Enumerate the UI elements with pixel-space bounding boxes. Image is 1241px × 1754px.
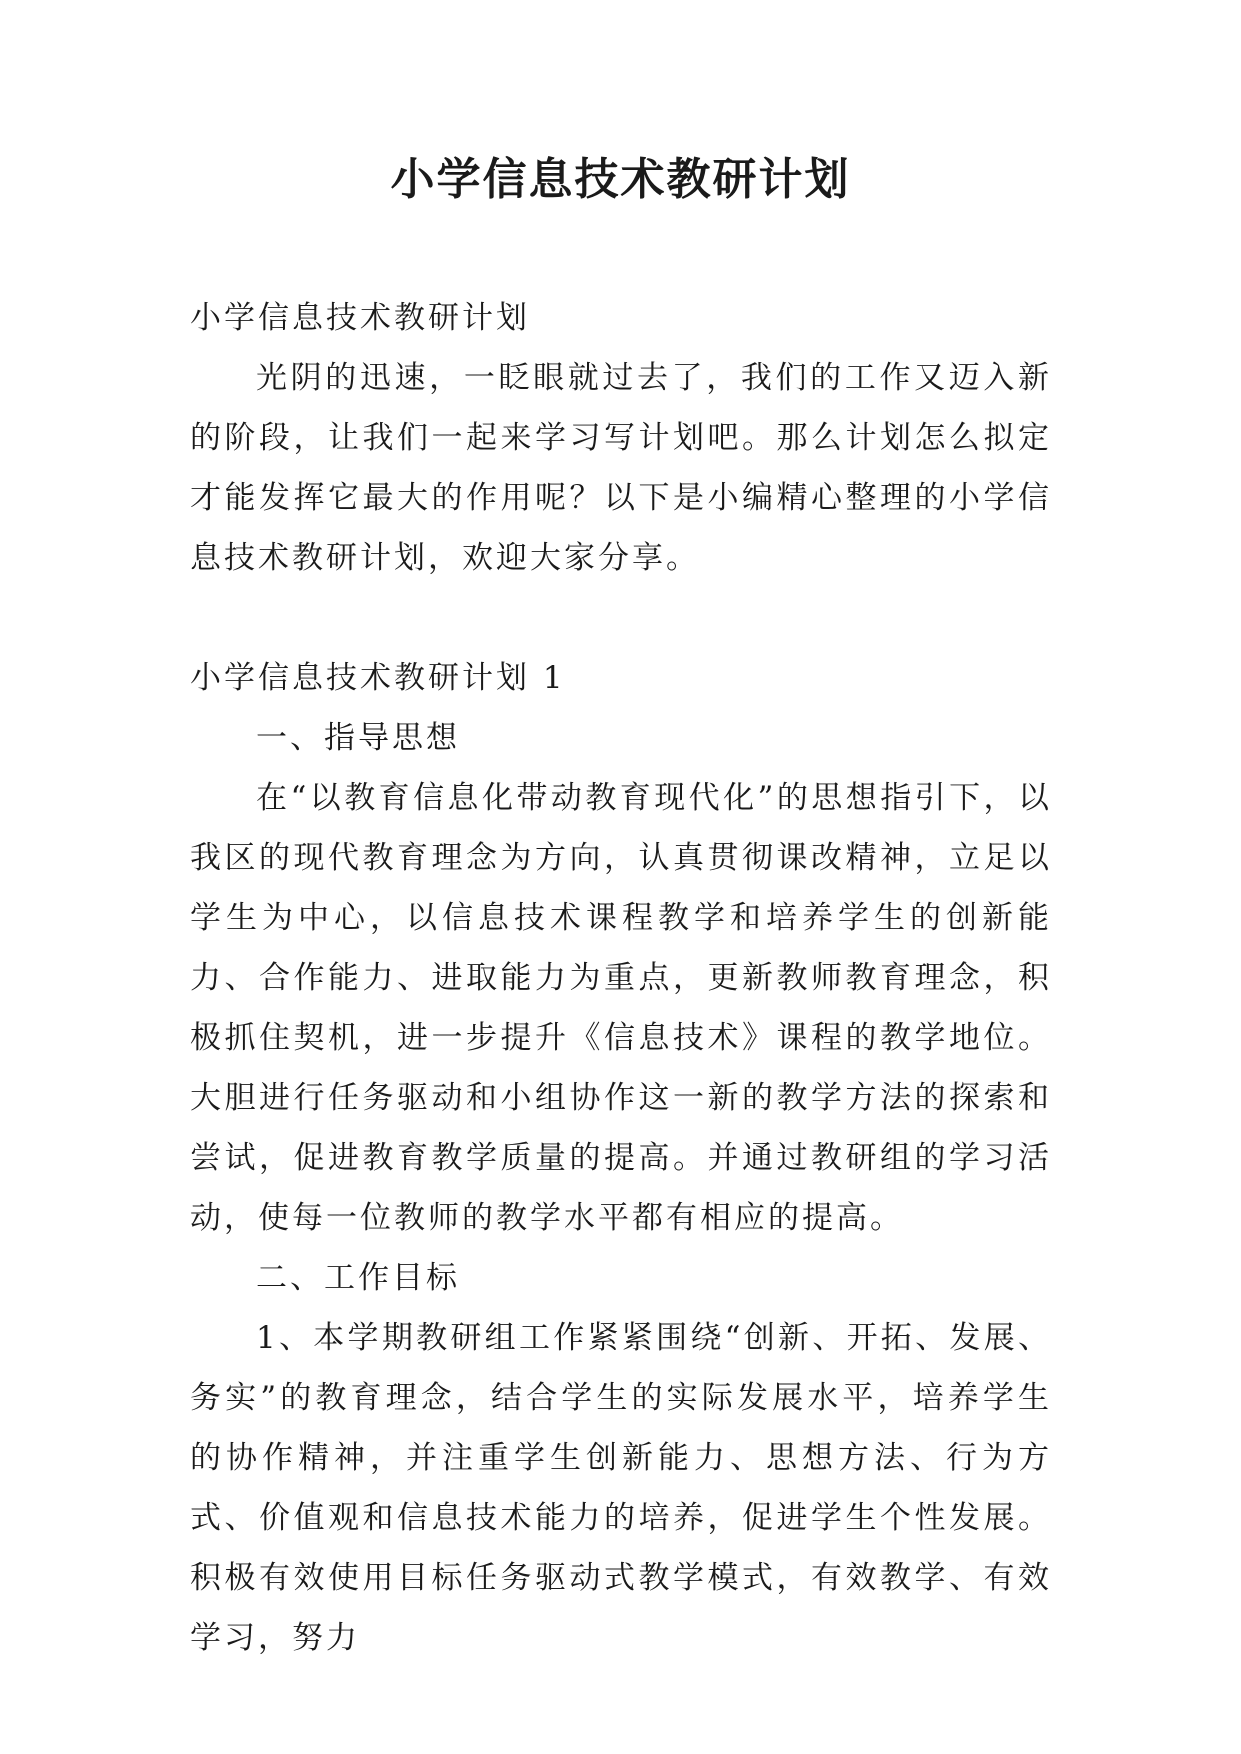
document-subtitle: 小学信息技术教研计划 [190,300,530,336]
document-title: 小学信息技术教研计划 [390,154,851,205]
guiding-ideology-paragraph: 在“以教育信息化带动教育现代化”的思想指引下，以我区的现代教育理念为方向，认真贯彻课改精神，立足以学生为中心，以信息技术课程教学和培养学生的创新能力、合作能力、进取能力为重点，更新教师教育理念，积极抓住契机，进一步提升《信息技术》课程的教学地位。大胆进行任务驱动和小组协作这一新的教学方法的探索和尝试，促进教育教学质量的提高。并通过教研组的学习活动，使每一位教师的教学水平都有相应的提高。 [190,780,1052,1236]
document-body [190,288,1052,1668]
intro-paragraph: 光阴的迅速，一眨眼就过去了，我们的工作又迈入新的阶段，让我们一起来学习写计划吧。那么计划怎么拟定才能发挥它最大的作用呢？以下是小编精心整理的小学信息技术教研计划，欢迎大家分享。 [190,360,1052,576]
section-heading-guiding-ideology: 一、指导思想 [256,720,460,756]
paragraph-spacer [190,588,1052,648]
section-title: 小学信息技术教研计划 1 [190,660,566,696]
work-goals-paragraph: 1、本学期教研组工作紧紧围绕“创新、开拓、发展、务实”的教育理念，结合学生的实际发展水平，培养学生的协作精神，并注重学生创新能力、思想方法、行为方式、价值观和信息技术能力的培养，促进学生个性发展。积极有效使用目标任务驱动式教学模式，有效教学、有效学习，努力 [190,1320,1052,1656]
section-heading-work-goals: 二、工作目标 [256,1260,460,1296]
